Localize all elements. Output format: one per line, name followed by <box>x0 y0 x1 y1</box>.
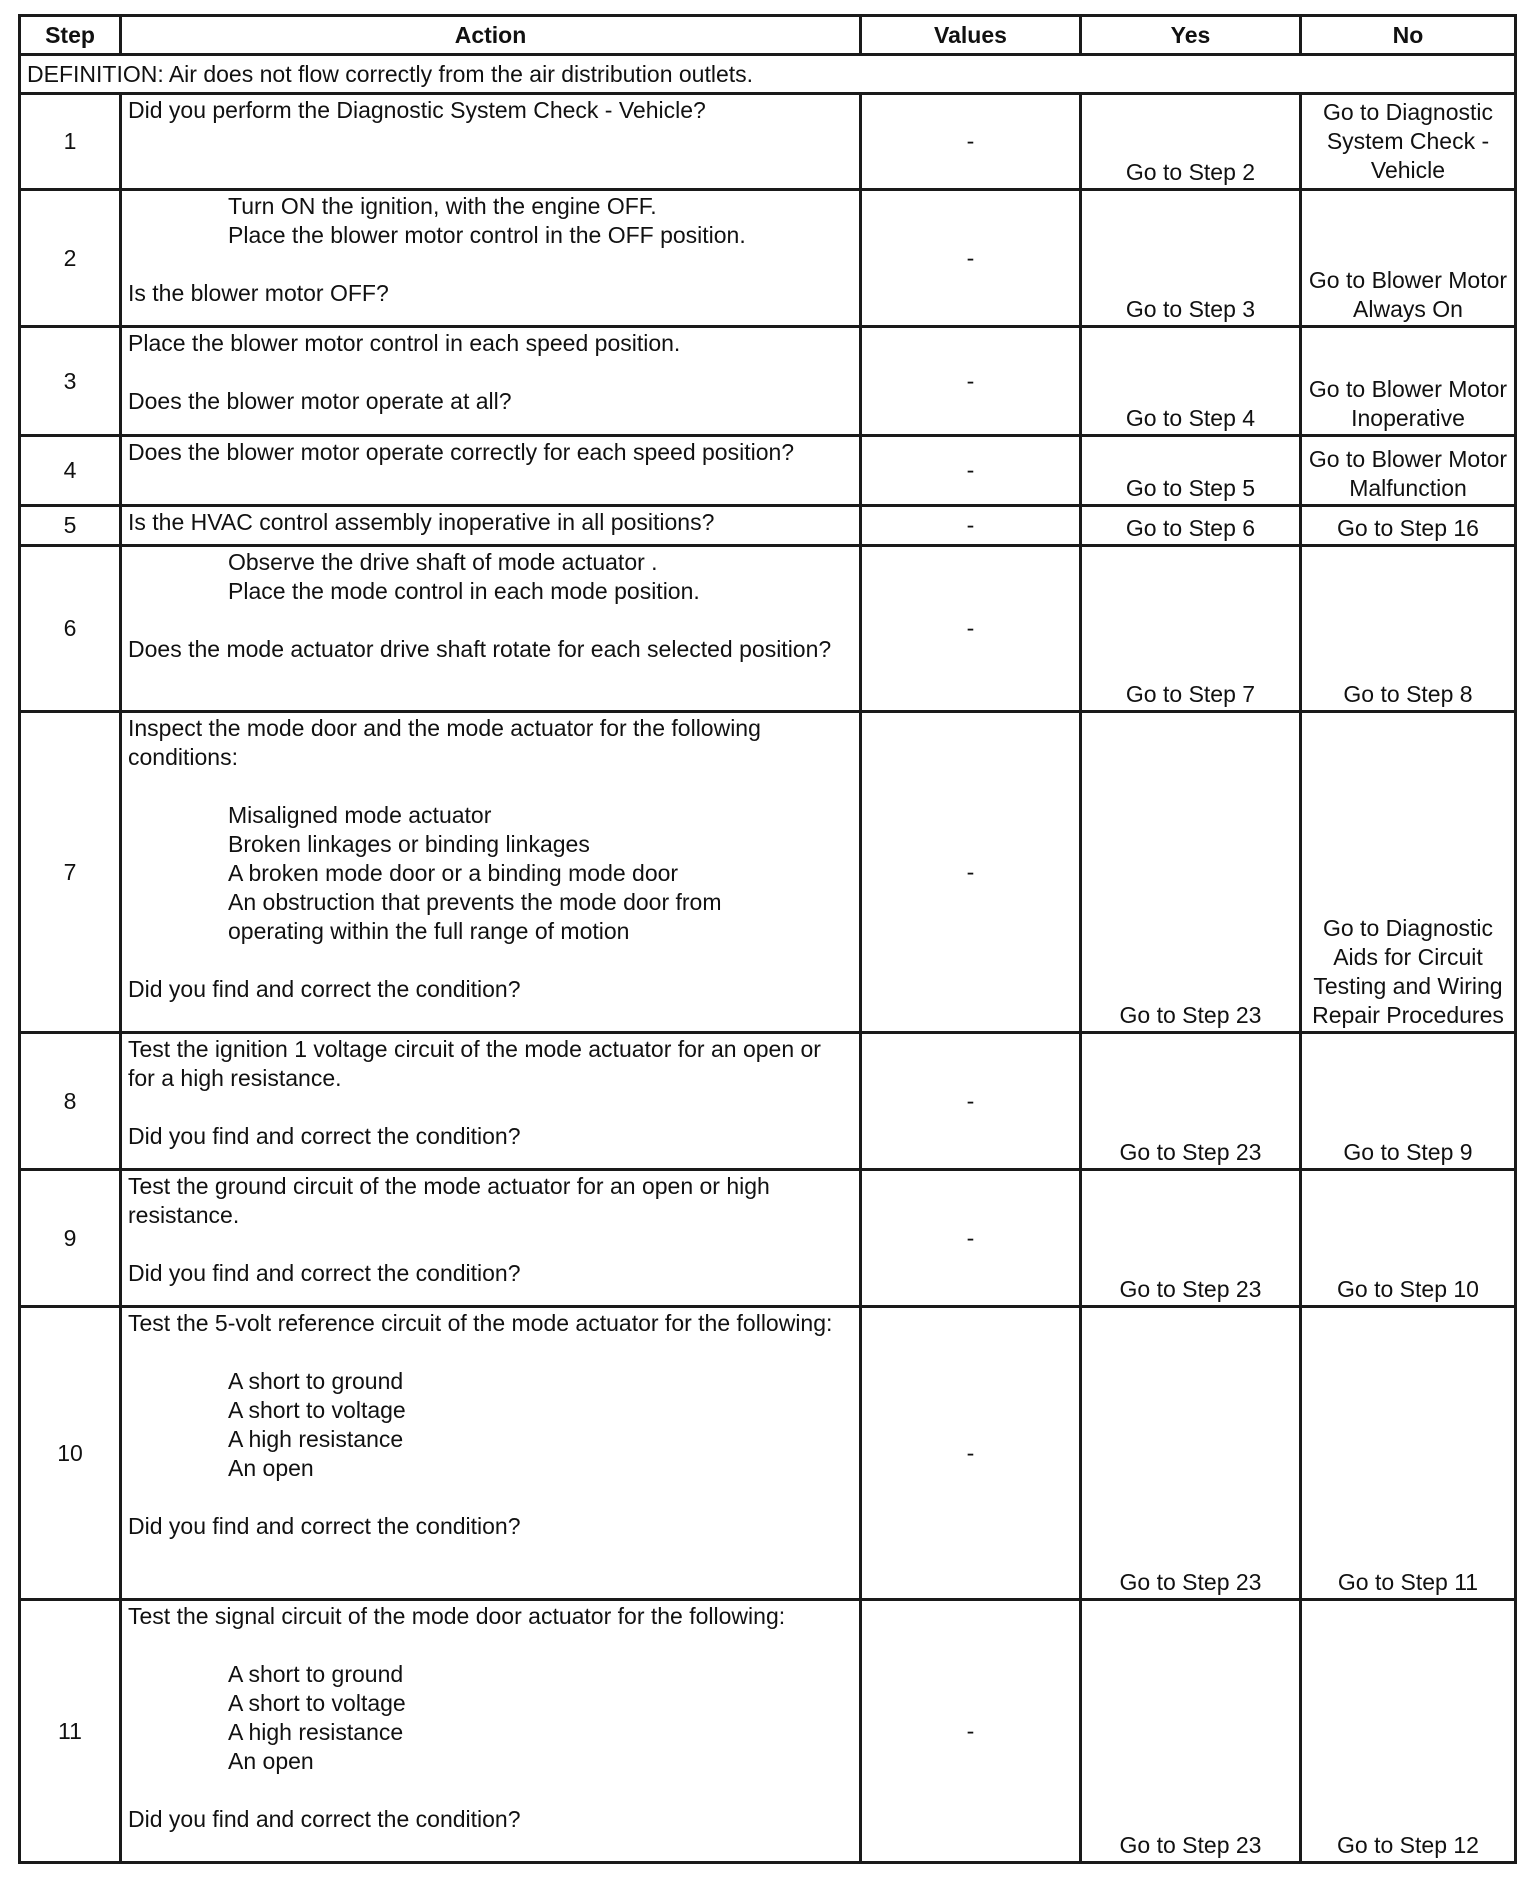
yes-cell: Go to Step 7 <box>1081 546 1301 712</box>
no-cell: Go to Step 11 <box>1301 1307 1516 1600</box>
action-text: Inspect the mode door and the mode actuator for the following conditions: <box>128 715 761 770</box>
condition-item: An obstruction that prevents the mode door from operating within the full range of motion <box>228 889 722 944</box>
condition-item: A short to voltage <box>228 1397 406 1423</box>
yes-cell: Go to Step 23 <box>1081 1307 1301 1600</box>
action-step: Observe the drive shaft of mode actuator . <box>228 549 658 575</box>
header-row <box>20 16 1516 55</box>
action-cell <box>121 1170 861 1307</box>
table-row <box>20 712 1516 1033</box>
table-row <box>20 506 1516 546</box>
diagnostic-table <box>18 14 1517 1864</box>
header-values: Values <box>861 16 1081 55</box>
action-cell <box>121 506 861 546</box>
action-cell <box>121 1033 861 1170</box>
yes-cell: Go to Step 6 <box>1081 506 1301 546</box>
value-cell: - <box>861 1600 1081 1863</box>
header-yes: Yes <box>1081 16 1301 55</box>
action-text: Does the blower motor operate correctly for each speed position? <box>128 439 795 465</box>
condition-item: A high resistance <box>228 1426 404 1452</box>
action-text: Test the 5-volt reference circuit of the mode actuator for the following: <box>128 1310 833 1336</box>
table-row <box>20 436 1516 506</box>
condition-item: Misaligned mode actuator <box>228 802 492 828</box>
action-question: Does the mode actuator drive shaft rotate for each selected position? <box>128 636 832 662</box>
no-cell: Go to Step 8 <box>1301 546 1516 712</box>
action-text: Test the signal circuit of the mode door actuator for the following: <box>128 1603 786 1629</box>
action-question: Did you find and correct the condition? <box>128 976 521 1002</box>
yes-cell: Go to Step 4 <box>1081 327 1301 436</box>
action-cell <box>121 712 861 1033</box>
action-question: Did you find and correct the condition? <box>128 1123 521 1149</box>
action-text: Did you perform the Diagnostic System Check - Vehicle? <box>128 97 706 123</box>
table-row <box>20 190 1516 327</box>
action-cell <box>121 546 861 712</box>
condition-item: A broken mode door or a binding mode door <box>228 860 679 886</box>
value-cell: - <box>861 506 1081 546</box>
value-cell: - <box>861 1307 1081 1600</box>
action-cell <box>121 1307 861 1600</box>
action-cell <box>121 94 861 190</box>
header-no: No <box>1301 16 1516 55</box>
action-question: Did you find and correct the condition? <box>128 1513 521 1539</box>
action-text: Test the ground circuit of the mode actuator for an open or high resistance. <box>128 1173 770 1228</box>
step-number: 8 <box>20 1033 121 1170</box>
no-cell: Go to Step 10 <box>1301 1170 1516 1307</box>
table-row <box>20 1033 1516 1170</box>
condition-item: An open <box>228 1748 314 1774</box>
yes-cell: Go to Step 5 <box>1081 436 1301 506</box>
yes-cell: Go to Step 23 <box>1081 1033 1301 1170</box>
step-number: 3 <box>20 327 121 436</box>
step-number: 6 <box>20 546 121 712</box>
yes-cell: Go to Step 2 <box>1081 94 1301 190</box>
no-cell: Go to Blower Motor Malfunction <box>1301 436 1516 506</box>
step-number: 5 <box>20 506 121 546</box>
step-number: 2 <box>20 190 121 327</box>
value-cell: - <box>861 1033 1081 1170</box>
step-number: 9 <box>20 1170 121 1307</box>
value-cell: - <box>861 1170 1081 1307</box>
action-text: Place the blower motor control in each speed position. <box>128 330 681 356</box>
value-cell: - <box>861 327 1081 436</box>
no-cell: Go to Step 9 <box>1301 1033 1516 1170</box>
step-number: 11 <box>20 1600 121 1863</box>
no-cell: Go to Blower Motor Inoperative <box>1301 327 1516 436</box>
action-question: Does the blower motor operate at all? <box>128 388 512 414</box>
no-cell: Go to Diagnostic Aids for Circuit Testing and Wiring Repair Procedures <box>1301 712 1516 1033</box>
no-cell: Go to Diagnostic System Check - Vehicle <box>1301 94 1516 190</box>
no-cell: Go to Step 16 <box>1301 506 1516 546</box>
value-cell: - <box>861 712 1081 1033</box>
header-step: Step <box>20 16 121 55</box>
value-cell: - <box>861 436 1081 506</box>
condition-item: A short to ground <box>228 1368 404 1394</box>
table-row <box>20 546 1516 712</box>
yes-cell: Go to Step 23 <box>1081 1600 1301 1863</box>
table-row <box>20 1170 1516 1307</box>
value-cell: - <box>861 546 1081 712</box>
no-cell: Go to Blower Motor Always On <box>1301 190 1516 327</box>
action-step: Turn ON the ignition, with the engine OFF. <box>228 193 657 219</box>
step-number: 1 <box>20 94 121 190</box>
step-number: 4 <box>20 436 121 506</box>
action-step: Place the mode control in each mode position. <box>228 578 700 604</box>
action-question: Did you find and correct the condition? <box>128 1260 521 1286</box>
diagnostic-page <box>18 14 1514 1864</box>
action-cell <box>121 436 861 506</box>
value-cell: - <box>861 94 1081 190</box>
table-row <box>20 1600 1516 1863</box>
action-question: Is the blower motor OFF? <box>128 280 389 306</box>
condition-item: Broken linkages or binding linkages <box>228 831 590 857</box>
step-number: 7 <box>20 712 121 1033</box>
definition-row <box>20 55 1516 94</box>
action-text: Test the ignition 1 voltage circuit of the mode actuator for an open or for a high resistance. <box>128 1036 821 1091</box>
action-cell <box>121 327 861 436</box>
action-question: Did you find and correct the condition? <box>128 1806 521 1832</box>
action-text: Is the HVAC control assembly inoperative in all positions? <box>128 509 715 535</box>
no-cell: Go to Step 12 <box>1301 1600 1516 1863</box>
yes-cell: Go to Step 3 <box>1081 190 1301 327</box>
action-step: Place the blower motor control in the OFF position. <box>228 222 746 248</box>
yes-cell: Go to Step 23 <box>1081 712 1301 1033</box>
definition-text: DEFINITION: Air does not flow correctly from the air distribution outlets. <box>20 55 1516 94</box>
table-row <box>20 1307 1516 1600</box>
table-row <box>20 327 1516 436</box>
condition-item: A short to ground <box>228 1661 404 1687</box>
value-cell: - <box>861 190 1081 327</box>
step-number: 10 <box>20 1307 121 1600</box>
action-cell <box>121 1600 861 1863</box>
condition-item: A short to voltage <box>228 1690 406 1716</box>
header-action: Action <box>121 16 861 55</box>
yes-cell: Go to Step 23 <box>1081 1170 1301 1307</box>
condition-item: A high resistance <box>228 1719 404 1745</box>
table-row <box>20 94 1516 190</box>
action-cell <box>121 190 861 327</box>
condition-item: An open <box>228 1455 314 1481</box>
